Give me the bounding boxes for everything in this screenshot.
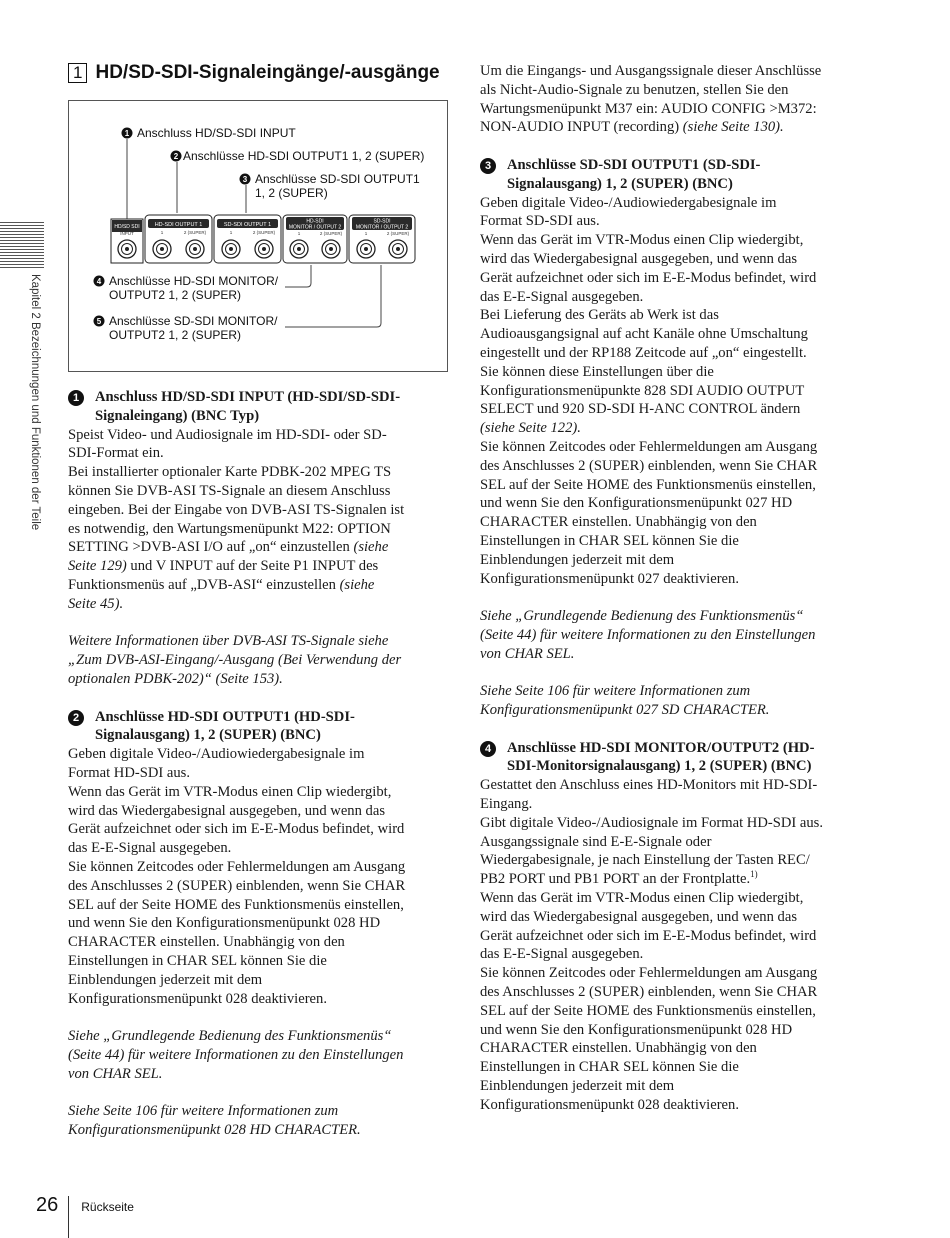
callout-3-line1: Anschlüsse SD-SDI OUTPUT1 bbox=[255, 172, 420, 186]
item-3-heading: 3 Anschlüsse SD-SDI OUTPUT1 (SD-SDI- Signalausgang) 1, 2 (SUPER) (BNC) bbox=[480, 156, 862, 194]
group1-port2-label: 2 (SUPER) bbox=[183, 230, 207, 235]
callout-1-num: 1 bbox=[124, 129, 130, 138]
footer-label: Rückseite bbox=[81, 1200, 134, 1214]
footnote-marker: 1) bbox=[750, 869, 758, 880]
group3-label-b: MONITOR / OUTPUT 2 bbox=[288, 224, 342, 231]
group3-label-a: HD-SDI bbox=[306, 218, 324, 225]
item-4-heading: 4 Anschlüsse HD-SDI MONITOR/OUTPUT2 (HD- SDI-Monitorsignalausgang) 1, 2 (SUPER) (BNC) bbox=[480, 739, 862, 777]
input-panel-sub: INPUT bbox=[120, 231, 134, 236]
left-column bbox=[68, 388, 450, 1140]
bnc-sd-output1-2 bbox=[255, 240, 273, 258]
bnc-sd-output1-1 bbox=[222, 240, 240, 258]
connector-diagram bbox=[68, 100, 448, 372]
group4-label-a: SD-SDI bbox=[373, 218, 391, 225]
group2-port2-label: 2 (SUPER) bbox=[252, 230, 276, 235]
bnc-hd-monitor-1 bbox=[290, 240, 308, 258]
item-2-note-2: Siehe Seite 106 für weitere Informationen zum Konfigurationsmenüpunkt 028 HD CHARACTER. bbox=[68, 1103, 361, 1139]
input-panel-label: HD/SD SDI bbox=[114, 224, 140, 230]
bnc-sd-monitor-2 bbox=[389, 240, 407, 258]
item-3-number: 3 bbox=[480, 158, 496, 174]
callout-2-num: 2 bbox=[173, 152, 179, 161]
callout-3-line2: 1, 2 (SUPER) bbox=[255, 186, 328, 200]
section-number-box: 1 bbox=[68, 63, 87, 83]
item-1-note: Weitere Informationen über DVB-ASI TS-Signale siehe „Zum DVB-ASI-Eingang/-Ausgang (Bei Verwendung der optionalen PDBK-202)“ (Seite 153). bbox=[68, 633, 402, 687]
item-1-body: Speist Video- und Audiosignale im HD-SDI- oder SD- SDI-Format ein. Bei installierter optionaler Karte PDBK-202 MPEG TS können Sie DVB-ASI TS-Signale an diesem Anschluss eingeben. Bei der Eingabe von DVB-ASI TS-Signalen ist es notwendig, den Wartungsmenüpunkt M22: OPTION SETTING >DVB-ASI I/O auf „on“ einzustellen (siehe Seite 129) und V INPUT auf der Seite P1 INPUT des Funktionsmenüs auf „DVB-ASI“ einzustellen (siehe Seite 45). bbox=[68, 426, 405, 612]
group1-port1-label: 1 bbox=[160, 230, 164, 235]
section-heading bbox=[68, 62, 440, 84]
footer-divider bbox=[68, 1196, 69, 1238]
chapter-tab-marker bbox=[0, 222, 46, 270]
item-3-note-1: Siehe „Grundlegende Bedienung des Funktionsmenüs“ (Seite 44) für weitere Informationen zu den Einstellungen von CHAR SEL. bbox=[480, 608, 816, 662]
bnc-hd-output1-1 bbox=[153, 240, 171, 258]
callout-1-text: Anschluss HD/SD-SDI INPUT bbox=[137, 126, 296, 140]
callout-4-line2: OUTPUT2 1, 2 (SUPER) bbox=[109, 288, 242, 302]
page-number: 26 bbox=[36, 1194, 59, 1216]
item-1-number: 1 bbox=[68, 390, 84, 406]
item-2-number: 2 bbox=[68, 710, 84, 726]
item-1 bbox=[68, 388, 450, 689]
group2-label: SD-SDI OUTPUT 1 bbox=[223, 222, 272, 228]
item-2-heading: 2 Anschlüsse HD-SDI OUTPUT1 (HD-SDI- Signalausgang) 1, 2 (SUPER) (BNC) bbox=[68, 708, 450, 746]
group4-port1-label: 1 bbox=[364, 231, 368, 236]
item-3-body: Geben digitale Video-/Audiowiedergabesignale im Format SD-SDI aus. Wenn das Gerät im VTR-Modus einen Clip wiedergibt, wird das Wiedergabesignal ausgegeben, und wenn das Gerät aufzeichnet oder sich im E-E-Modus befindet, wird das E-E-Signal ausgegeben. Bei Lieferung des Geräts ab Werk ist das Audioausgangsignal auf acht Kanäle ohne Umschaltung eingestellt und der RP188 Zeitcode auf „on“ eingestellt. Sie können diese Einstellungen über die Konfigurationsmenüpunkte 828 SDI AUDIO OUTPUT SELECT und 920 SD-SDI H-ANC CONTROL ändern (siehe Seite 122). Sie können Zeitcodes oder Fehlermeldungen am Ausgang des Anschlusses 2 (SUPER) einblenden, wenn Sie CHAR SEL auf der Seite HOME des Funktionsmenüs einstellen, und wenn Sie den Konfigurationsmenüpunkt 027 HD CHARACTER einstellen. Unabhängig von den Einstellungen in CHAR SEL können Sie die Einblendungen jederzeit mit dem Konfigurationsmenüpunkt 027 deaktivieren. bbox=[480, 194, 818, 587]
page-footer bbox=[36, 1194, 134, 1238]
callout-5-line1: Anschlüsse SD-SDI MONITOR/ bbox=[109, 314, 278, 328]
chapter-side-label: Kapitel 2 Bezeichnungen und Funktionen der Teile bbox=[29, 274, 41, 531]
callout-3-num: 3 bbox=[242, 175, 248, 184]
rear-panel bbox=[111, 215, 415, 263]
group4-port2-label: 2 (SUPER) bbox=[386, 231, 410, 236]
item-3-note-2: Siehe Seite 106 für weitere Informationen zum Konfigurationsmenüpunkt 027 SD CHARACTER. bbox=[480, 683, 770, 719]
bnc-hd-output1-2 bbox=[186, 240, 204, 258]
callout-4 bbox=[94, 265, 312, 302]
callout-2-text: Anschlüsse HD-SDI OUTPUT1 1, 2 (SUPER) bbox=[183, 149, 425, 163]
bnc-sd-monitor-1 bbox=[357, 240, 375, 258]
item-4-body: Gestattet den Anschluss eines HD-Monitors mit HD-SDI- Eingang. Gibt digitale Video-/Audiosignale im Format HD-SDI aus. Ausgangssignale sind E-E-Signale oder Wiedergabesignale, je nach Einstellung der Tasten REC/ PB2 PORT und PB1 PORT an der Frontplatte.$^{1)}$ Wenn das Gerät im VTR-Modus einen Clip wiedergibt, wird das Wiedergabesignal ausgegeben, und wenn das Gerät aufzeichnet oder sich im E-E-Modus befindet, wird das E-E-Signal ausgegeben. Sie können Zeitcodes oder Fehlermeldungen am Ausgang des Anschlusses 2 (SUPER) einblenden, wenn Sie CHAR SEL auf der Seite HOME des Funktionsmenüs einstellen, und wenn Sie den Konfigurationsmenüpunkt 028 HD CHARACTER einstellen. Unabhängig von den Einstellungen in CHAR SEL können Sie die Einblendungen jederzeit mit dem Konfigurationsmenüpunkt 028 deaktivieren. bbox=[480, 777, 823, 1113]
item-4 bbox=[480, 739, 862, 1115]
group2-port1-label: 1 bbox=[229, 230, 233, 235]
item-3 bbox=[480, 156, 862, 720]
group3-port2-label: 2 (SUPER) bbox=[319, 231, 343, 236]
item-2-body: Geben digitale Video-/Audiowiedergabesignale im Format HD-SDI aus. Wenn das Gerät im VTR-Modus einen Clip wiedergibt, wird das Wiedergabesignal ausgegeben, und wenn das Gerät aufzeichnet oder sich im E-E-Modus befindet, wird das E-E-Signal ausgegeben. Sie können Zeitcodes oder Fehlermeldungen am Ausgang des Anschlusses 2 (SUPER) einblenden, wenn Sie CHAR SEL auf der Seite HOME des Funktionsmenüs einstellen, und wenn Sie den Konfigurationsmenüpunkt 028 HD CHARACTER einstellen. Unabhängig von den Einstellungen in CHAR SEL können Sie die Einblendungen jederzeit mit dem Konfigurationsmenüpunkt 028 deaktivieren. bbox=[68, 746, 406, 1007]
group1-label: HD-SDI OUTPUT 1 bbox=[154, 222, 203, 228]
section-title: HD/SD-SDI-Signaleingänge/-ausgänge bbox=[95, 62, 440, 83]
item-2-note-1: Siehe „Grundlegende Bedienung des Funktionsmenüs“ (Seite 44) für weitere Informationen zu den Einstellungen von CHAR SEL. bbox=[68, 1028, 404, 1082]
item-2 bbox=[68, 708, 450, 1140]
callout-4-line1: Anschlüsse HD-SDI MONITOR/ bbox=[109, 274, 279, 288]
connector-panel-illustration bbox=[69, 101, 449, 373]
bnc-hd-monitor-2 bbox=[322, 240, 340, 258]
item-4-number: 4 bbox=[480, 741, 496, 757]
callout-4-num: 4 bbox=[96, 277, 102, 286]
right-intro: Um die Eingangs- und Ausgangssignale dieser Anschlüsse als Nicht-Audio-Signale zu benutzen, stellen Sie den Wartungsmenüpunkt M37 ein: AUDIO CONFIG >M372: NON-AUDIO INPUT (recording) (siehe Seite 130). bbox=[480, 63, 822, 136]
callout-3 bbox=[240, 172, 421, 213]
item-1-heading: 1 Anschluss HD/SD-SDI INPUT (HD-SDI/SD-SDI- Signaleingang) (BNC Typ) bbox=[68, 388, 450, 426]
callout-5-num: 5 bbox=[96, 317, 102, 326]
group4-label-b: MONITOR / OUTPUT 2 bbox=[355, 224, 409, 231]
group3-port1-label: 1 bbox=[297, 231, 301, 236]
right-column bbox=[480, 62, 862, 1115]
callout-5-line2: OUTPUT2 1, 2 (SUPER) bbox=[109, 328, 242, 342]
bnc-input-connector bbox=[118, 240, 136, 258]
